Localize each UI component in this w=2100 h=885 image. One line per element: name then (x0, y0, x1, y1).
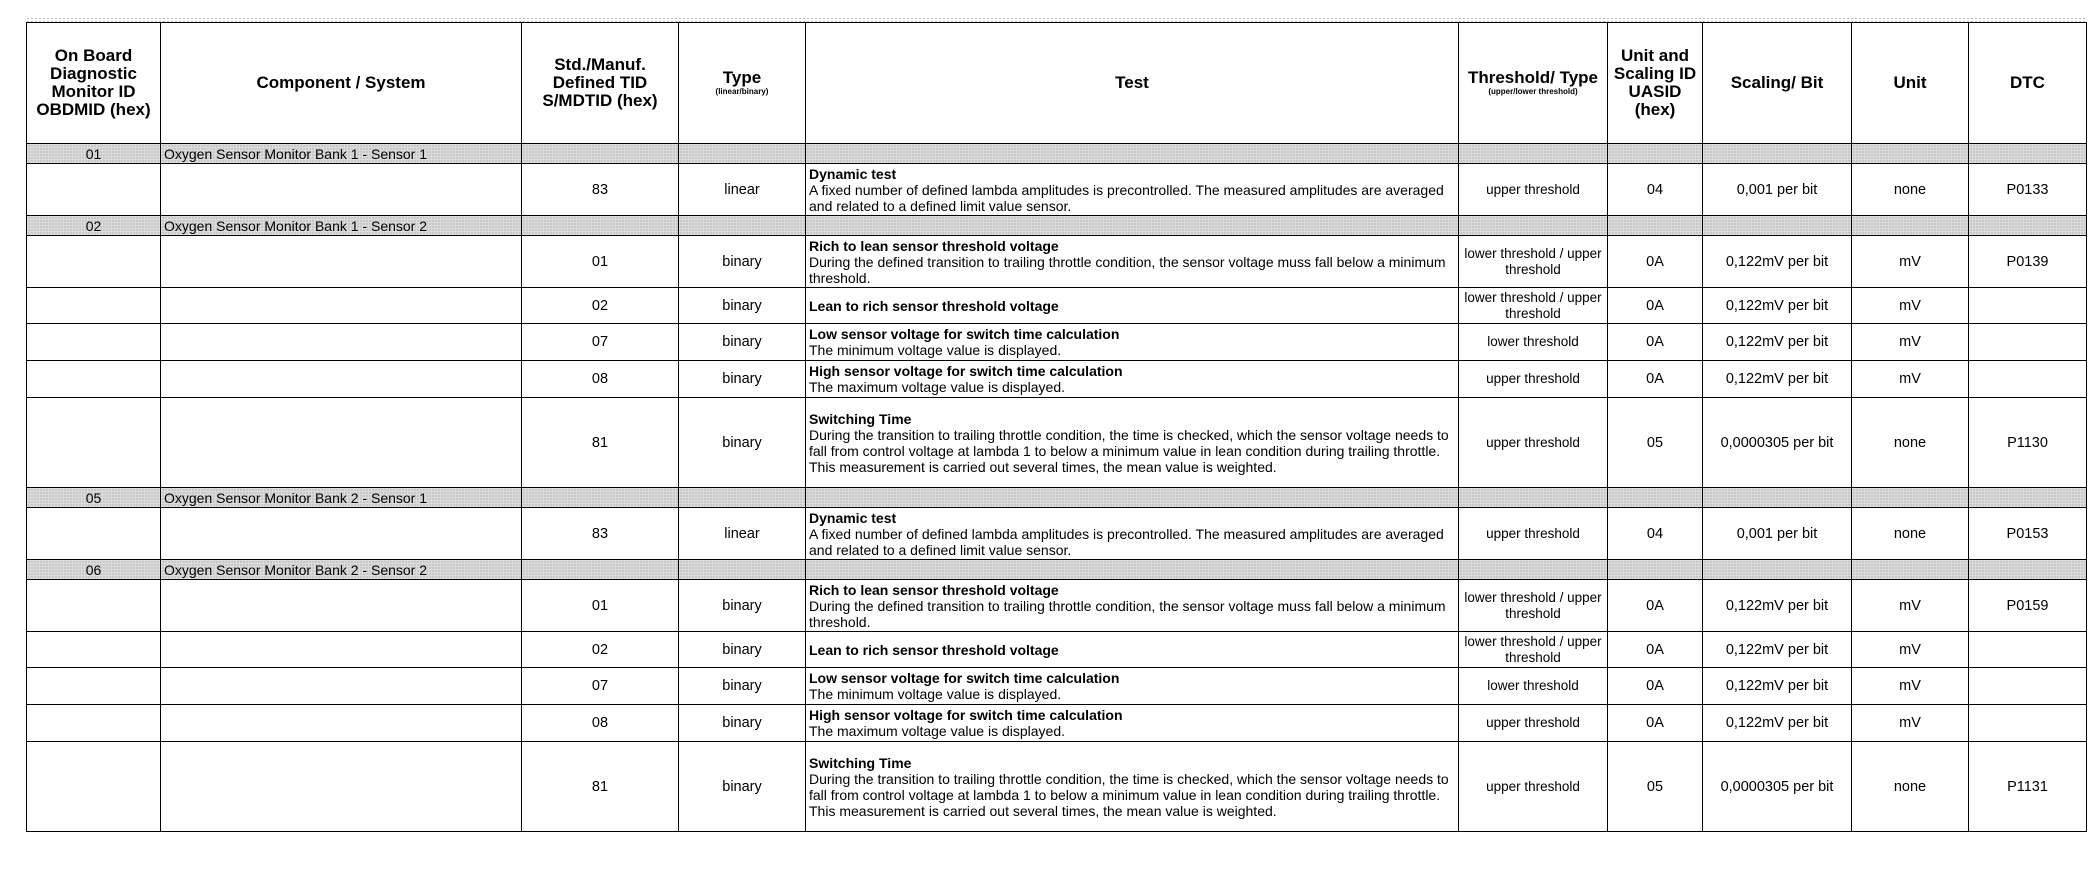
empty-obdmid-cell (27, 324, 161, 361)
group-fill-cell (679, 216, 806, 236)
type-cell: binary (679, 668, 806, 705)
test-title: High sensor voltage for switch time calculation (809, 707, 1123, 723)
test-title: Dynamic test (809, 509, 897, 526)
dtc-cell: P0153 (1969, 508, 2087, 560)
group-fill-cell (1852, 216, 1969, 236)
empty-obdmid-cell (27, 742, 161, 832)
threshold-cell: upper threshold (1459, 742, 1608, 832)
dtc-cell: P0159 (1969, 580, 2087, 632)
test-title: Low sensor voltage for switch time calculation (809, 670, 1120, 686)
type-cell: binary (679, 398, 806, 488)
test-cell (806, 632, 1459, 668)
group-row (27, 488, 2087, 508)
dtc-cell (1969, 324, 2087, 361)
test-description: The maximum voltage value is displayed. (809, 379, 1066, 395)
unit-cell: mV (1852, 632, 1969, 668)
scaling-cell: 0,122mV per bit (1703, 632, 1852, 668)
dtc-cell: P1131 (1969, 742, 2087, 832)
empty-component-cell (161, 632, 522, 668)
empty-obdmid-cell (27, 580, 161, 632)
group-fill-cell (679, 144, 806, 164)
group-fill-cell (1703, 560, 1852, 580)
test-row (27, 324, 2087, 361)
tid-cell: 07 (522, 324, 679, 361)
test-description: The minimum voltage value is displayed. (809, 342, 1062, 358)
group-component: Oxygen Sensor Monitor Bank 2 - Sensor 2 (161, 560, 522, 580)
uasid-cell: 0A (1608, 324, 1703, 361)
dtc-cell (1969, 705, 2087, 742)
group-fill-cell (806, 144, 1459, 164)
dtc-cell: P0133 (1969, 164, 2087, 216)
empty-component-cell (161, 742, 522, 832)
test-row (27, 164, 2087, 216)
test-cell (806, 164, 1459, 216)
scaling-cell: 0,122mV per bit (1703, 705, 1852, 742)
type-cell: binary (679, 361, 806, 398)
tid-cell: 08 (522, 705, 679, 742)
group-component: Oxygen Sensor Monitor Bank 2 - Sensor 1 (161, 488, 522, 508)
test-row (27, 632, 2087, 668)
type-cell: binary (679, 632, 806, 668)
header-component: Component / System (161, 23, 522, 144)
unit-cell: mV (1852, 361, 1969, 398)
test-row (27, 580, 2087, 632)
group-fill-cell (1459, 216, 1608, 236)
group-row (27, 216, 2087, 236)
threshold-cell: upper threshold (1459, 398, 1608, 488)
uasid-cell: 0A (1608, 288, 1703, 324)
group-fill-cell (1852, 488, 1969, 508)
header-unit: Unit (1852, 23, 1969, 144)
unit-cell: none (1852, 398, 1969, 488)
test-description: During the defined transition to trailing throttle condition, the sensor voltage muss fall below a minimum threshold. (809, 253, 1446, 286)
empty-component-cell (161, 324, 522, 361)
test-cell (806, 508, 1459, 560)
scaling-cell: 0,0000305 per bit (1703, 398, 1852, 488)
test-title: Switching Time (809, 754, 912, 771)
unit-cell: mV (1852, 705, 1969, 742)
test-description: The minimum voltage value is displayed. (809, 686, 1062, 702)
tid-cell: 83 (522, 164, 679, 216)
type-cell: binary (679, 236, 806, 288)
scaling-cell: 0,122mV per bit (1703, 236, 1852, 288)
group-obdmid: 06 (27, 560, 161, 580)
group-fill-cell (522, 488, 679, 508)
header-tid: Std./Manuf. Defined TID S/MDTID (hex) (522, 23, 679, 144)
dtc-cell (1969, 361, 2087, 398)
empty-component-cell (161, 580, 522, 632)
uasid-cell: 05 (1608, 398, 1703, 488)
uasid-cell: 04 (1608, 508, 1703, 560)
scaling-cell: 0,0000305 per bit (1703, 742, 1852, 832)
header-type (679, 23, 806, 144)
empty-obdmid-cell (27, 164, 161, 216)
test-row (27, 361, 2087, 398)
group-fill-cell (1459, 488, 1608, 508)
group-obdmid: 05 (27, 488, 161, 508)
test-title: Rich to lean sensor threshold voltage (809, 581, 1059, 598)
threshold-cell: lower threshold / upper threshold (1459, 632, 1608, 668)
test-cell (806, 288, 1459, 324)
empty-component-cell (161, 508, 522, 560)
tid-cell: 02 (522, 288, 679, 324)
group-fill-cell (1852, 144, 1969, 164)
group-fill-cell (522, 560, 679, 580)
test-cell (806, 236, 1459, 288)
header-type-sub: (linear/binary) (715, 87, 769, 96)
test-description: The maximum voltage value is displayed. (809, 723, 1066, 739)
unit-cell: mV (1852, 236, 1969, 288)
group-fill-cell (1459, 560, 1608, 580)
group-fill-cell (1852, 560, 1969, 580)
group-fill-cell (1969, 216, 2087, 236)
unit-cell: mV (1852, 580, 1969, 632)
type-cell: binary (679, 742, 806, 832)
header-obdmid: On Board Diagnostic Monitor ID OBDMID (hex) (27, 23, 161, 144)
group-fill-cell (522, 144, 679, 164)
header-uasid: Unit and Scaling ID UASID (hex) (1608, 23, 1703, 144)
test-cell (806, 742, 1459, 832)
empty-component-cell (161, 236, 522, 288)
empty-obdmid-cell (27, 398, 161, 488)
tid-cell: 01 (522, 580, 679, 632)
empty-component-cell (161, 361, 522, 398)
type-cell: binary (679, 288, 806, 324)
test-row (27, 236, 2087, 288)
group-component: Oxygen Sensor Monitor Bank 1 - Sensor 2 (161, 216, 522, 236)
test-row (27, 398, 2087, 488)
empty-obdmid-cell (27, 632, 161, 668)
threshold-cell: lower threshold (1459, 668, 1608, 705)
group-fill-cell (806, 488, 1459, 508)
type-cell: binary (679, 705, 806, 742)
group-fill-cell (522, 216, 679, 236)
obd-monitor-table (26, 22, 2087, 832)
group-fill-cell (806, 560, 1459, 580)
test-cell (806, 705, 1459, 742)
group-fill-cell (1969, 488, 2087, 508)
test-title: Switching Time (809, 410, 912, 427)
header-scaling: Scaling/ Bit (1703, 23, 1852, 144)
group-fill-cell (1703, 488, 1852, 508)
group-fill-cell (1969, 144, 2087, 164)
group-fill-cell (679, 488, 806, 508)
test-row (27, 668, 2087, 705)
test-description: During the defined transition to trailing throttle condition, the sensor voltage muss fall below a minimum threshold. (809, 597, 1446, 630)
empty-component-cell (161, 398, 522, 488)
header-type-label: Type (722, 68, 762, 87)
scaling-cell: 0,001 per bit (1703, 164, 1852, 216)
group-fill-cell (1703, 144, 1852, 164)
scaling-cell: 0,122mV per bit (1703, 668, 1852, 705)
type-cell: binary (679, 580, 806, 632)
dtc-cell (1969, 288, 2087, 324)
scaling-cell: 0,122mV per bit (1703, 288, 1852, 324)
group-fill-cell (1703, 216, 1852, 236)
group-fill-cell (1608, 560, 1703, 580)
empty-component-cell (161, 705, 522, 742)
group-fill-cell (1608, 488, 1703, 508)
uasid-cell: 0A (1608, 705, 1703, 742)
empty-obdmid-cell (27, 508, 161, 560)
test-title: Lean to rich sensor threshold voltage (809, 641, 1059, 658)
tid-cell: 01 (522, 236, 679, 288)
group-fill-cell (1608, 216, 1703, 236)
type-cell: linear (679, 164, 806, 216)
scaling-cell: 0,122mV per bit (1703, 580, 1852, 632)
empty-obdmid-cell (27, 288, 161, 324)
unit-cell: mV (1852, 288, 1969, 324)
tid-cell: 02 (522, 632, 679, 668)
uasid-cell: 0A (1608, 236, 1703, 288)
test-title: Dynamic test (809, 165, 897, 182)
scaling-cell: 0,122mV per bit (1703, 324, 1852, 361)
unit-cell: mV (1852, 324, 1969, 361)
test-cell (806, 361, 1459, 398)
group-fill-cell (679, 560, 806, 580)
test-description: A fixed number of defined lambda amplitudes is precontrolled. The measured amplitudes are averaged and related to a defined limit value sensor. (809, 181, 1444, 214)
unit-cell: none (1852, 508, 1969, 560)
tid-cell: 81 (522, 742, 679, 832)
type-cell: binary (679, 324, 806, 361)
test-row (27, 508, 2087, 560)
empty-obdmid-cell (27, 668, 161, 705)
dtc-cell (1969, 632, 2087, 668)
group-component: Oxygen Sensor Monitor Bank 1 - Sensor 1 (161, 144, 522, 164)
unit-cell: mV (1852, 668, 1969, 705)
group-fill-cell (806, 216, 1459, 236)
test-title: Low sensor voltage for switch time calculation (809, 326, 1120, 342)
empty-obdmid-cell (27, 236, 161, 288)
header-threshold-sub: (upper/lower threshold) (1488, 87, 1578, 96)
header-threshold-label: Threshold/ Type (1467, 68, 1599, 87)
type-cell: linear (679, 508, 806, 560)
test-title: High sensor voltage for switch time calculation (809, 363, 1123, 379)
group-obdmid: 01 (27, 144, 161, 164)
group-fill-cell (1608, 144, 1703, 164)
dtc-cell (1969, 668, 2087, 705)
uasid-cell: 05 (1608, 742, 1703, 832)
test-title: Lean to rich sensor threshold voltage (809, 297, 1059, 314)
threshold-cell: lower threshold / upper threshold (1459, 580, 1608, 632)
empty-obdmid-cell (27, 361, 161, 398)
scaling-cell: 0,122mV per bit (1703, 361, 1852, 398)
empty-component-cell (161, 668, 522, 705)
uasid-cell: 0A (1608, 632, 1703, 668)
threshold-cell: upper threshold (1459, 508, 1608, 560)
threshold-cell: lower threshold / upper threshold (1459, 288, 1608, 324)
group-fill-cell (1459, 144, 1608, 164)
test-cell (806, 580, 1459, 632)
header-threshold (1459, 23, 1608, 144)
uasid-cell: 04 (1608, 164, 1703, 216)
empty-component-cell (161, 164, 522, 216)
threshold-cell: upper threshold (1459, 705, 1608, 742)
test-description: A fixed number of defined lambda amplitudes is precontrolled. The measured amplitudes are averaged and related to a defined limit value sensor. (809, 525, 1444, 558)
uasid-cell: 0A (1608, 668, 1703, 705)
tid-cell: 07 (522, 668, 679, 705)
dtc-cell: P1130 (1969, 398, 2087, 488)
uasid-cell: 0A (1608, 580, 1703, 632)
header-row (27, 23, 2087, 144)
unit-cell: none (1852, 164, 1969, 216)
tid-cell: 08 (522, 361, 679, 398)
empty-obdmid-cell (27, 705, 161, 742)
unit-cell: none (1852, 742, 1969, 832)
tid-cell: 81 (522, 398, 679, 488)
test-cell (806, 324, 1459, 361)
threshold-cell: lower threshold / upper threshold (1459, 236, 1608, 288)
dtc-cell: P0139 (1969, 236, 2087, 288)
threshold-cell: upper threshold (1459, 361, 1608, 398)
group-fill-cell (1969, 560, 2087, 580)
obd-monitor-sheet (26, 22, 2086, 832)
test-cell (806, 398, 1459, 488)
uasid-cell: 0A (1608, 361, 1703, 398)
test-row (27, 742, 2087, 832)
tid-cell: 83 (522, 508, 679, 560)
threshold-cell: lower threshold (1459, 324, 1608, 361)
group-row (27, 560, 2087, 580)
threshold-cell: upper threshold (1459, 164, 1608, 216)
scaling-cell: 0,001 per bit (1703, 508, 1852, 560)
test-title: Rich to lean sensor threshold voltage (809, 237, 1059, 254)
test-description: During the transition to trailing throttle condition, the time is checked, which the sensor voltage needs to fall from control voltage at lambda 1 to below a minimum value in lean condition during trailing throttle. This measurement is carried out several times, the mean value is weighted. (809, 426, 1449, 475)
group-row (27, 144, 2087, 164)
test-cell (806, 668, 1459, 705)
header-test: Test (806, 23, 1459, 144)
test-row (27, 288, 2087, 324)
empty-component-cell (161, 288, 522, 324)
test-row (27, 705, 2087, 742)
header-dtc: DTC (1969, 23, 2087, 144)
group-obdmid: 02 (27, 216, 161, 236)
test-description: During the transition to trailing throttle condition, the time is checked, which the sensor voltage needs to fall from control voltage at lambda 1 to below a minimum value in lean condition during trailing throttle. This measurement is carried out several times, the mean value is weighted. (809, 770, 1449, 819)
